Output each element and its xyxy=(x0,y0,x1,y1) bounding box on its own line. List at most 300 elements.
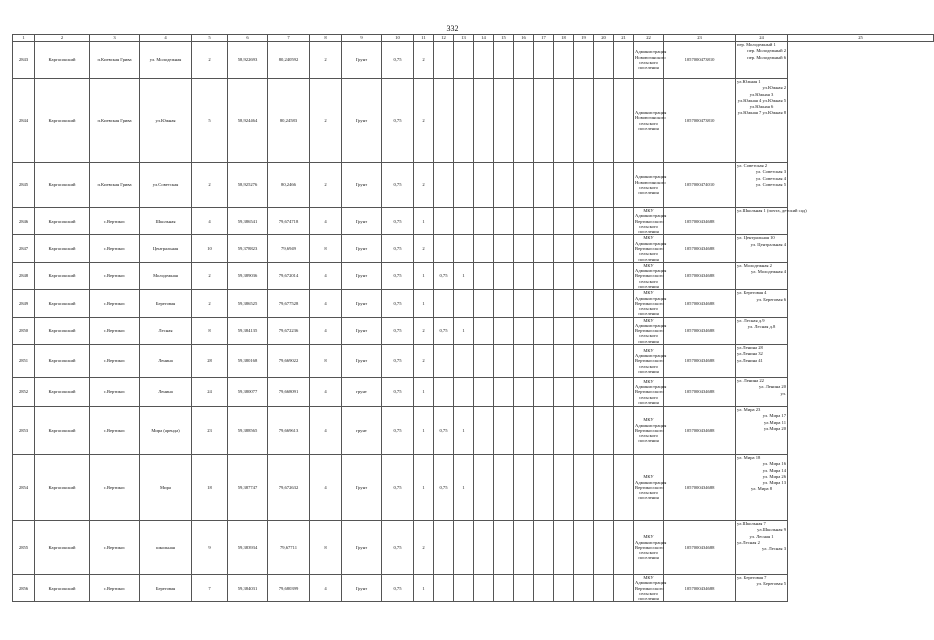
cell-c12: 1 xyxy=(414,575,434,602)
address-line: ул.Южная 3 xyxy=(749,91,774,97)
cell-c22 xyxy=(614,42,634,79)
cell-area: 4 xyxy=(310,290,342,317)
address-line: ул. Лесная 1 xyxy=(749,533,774,539)
cell-settlement: с.Вертикос xyxy=(90,235,140,262)
column-header: 15 xyxy=(494,35,514,42)
table-row xyxy=(13,317,934,344)
cell-c14: 1 xyxy=(454,317,474,344)
cell-c12: 2 xyxy=(414,42,434,79)
cell-count: 2 xyxy=(192,290,228,317)
cell-c20 xyxy=(574,345,594,378)
cell-c14 xyxy=(454,163,474,208)
cell-c14 xyxy=(454,79,474,163)
cell-c19 xyxy=(554,345,574,378)
cell-settlement: с.Вертикос xyxy=(90,407,140,455)
cell-owner: МКУ Администрация Вертикосского сельского поселения xyxy=(634,521,664,575)
cell-ogrn: 1057000434688 xyxy=(664,575,736,602)
cell-c12: 1 xyxy=(414,208,434,235)
cell-c20 xyxy=(574,407,594,455)
cell-addresses xyxy=(736,262,788,289)
cell-lon: 79,672014 xyxy=(268,262,310,289)
cell-count: 2 xyxy=(192,262,228,289)
cell-vol: 0,75 xyxy=(382,42,414,79)
cell-c13 xyxy=(434,235,454,262)
table-row xyxy=(13,79,934,163)
cell-n: 2845 xyxy=(13,163,35,208)
cell-lon: 79,669022 xyxy=(268,345,310,378)
cell-count: 24 xyxy=(192,378,228,407)
cell-n: 2843 xyxy=(13,42,35,79)
cell-c21 xyxy=(594,407,614,455)
cell-c17 xyxy=(514,575,534,602)
cell-area: 2 xyxy=(310,163,342,208)
cell-area: 4 xyxy=(310,407,342,455)
cell-settlement: п.Киевская Грива xyxy=(90,79,140,163)
cell-street: Мира (аренда) xyxy=(140,407,192,455)
cell-c15 xyxy=(474,163,494,208)
cell-addresses xyxy=(736,407,788,455)
cell-lat: 58,922693 xyxy=(228,42,268,79)
table-row xyxy=(13,208,934,235)
cell-addresses xyxy=(736,235,788,262)
cell-lon: 79,677528 xyxy=(268,290,310,317)
cell-c15 xyxy=(474,290,494,317)
cell-c19 xyxy=(554,290,574,317)
cell-c13: 0,75 xyxy=(434,407,454,455)
cell-district: Каргасокский xyxy=(35,235,90,262)
cell-owner: Администрация Новоюгинского сельского поселения xyxy=(634,163,664,208)
cell-c18 xyxy=(534,455,554,521)
column-header: 17 xyxy=(534,35,554,42)
cell-c22 xyxy=(614,262,634,289)
cell-n: 2852 xyxy=(13,378,35,407)
address-line: ул.Ленина 28 xyxy=(737,345,763,351)
cell-c21 xyxy=(594,235,614,262)
address-line: ул. xyxy=(780,390,786,396)
cell-c21 xyxy=(594,262,614,289)
address-line: ул. Мира 16 xyxy=(762,461,786,467)
cell-lat: 59,384135 xyxy=(228,317,268,344)
cell-c18 xyxy=(534,407,554,455)
column-header: 14 xyxy=(474,35,494,42)
cell-area: 4 xyxy=(310,262,342,289)
cell-c17 xyxy=(514,345,534,378)
cell-vol: 0,75 xyxy=(382,163,414,208)
cell-c12: 1 xyxy=(414,407,434,455)
cell-c13 xyxy=(434,290,454,317)
cell-c15 xyxy=(474,345,494,378)
cell-c15 xyxy=(474,407,494,455)
cell-c21 xyxy=(594,79,614,163)
cell-addresses xyxy=(736,455,788,521)
cell-c21 xyxy=(594,345,614,378)
cell-lat: 58,924464 xyxy=(228,79,268,163)
table-row xyxy=(13,345,934,378)
cell-c16 xyxy=(494,521,514,575)
page-number: 332 xyxy=(446,24,459,33)
cell-ogrn: 1057000434688 xyxy=(664,317,736,344)
cell-count: 5 xyxy=(192,79,228,163)
cell-c17 xyxy=(514,79,534,163)
cell-n: 2850 xyxy=(13,317,35,344)
cell-c22 xyxy=(614,521,634,575)
column-header: 16 xyxy=(514,35,534,42)
address-line: ул. Центральная 10 xyxy=(737,235,775,241)
cell-c17 xyxy=(514,317,534,344)
column-header: 1 xyxy=(13,35,35,42)
cell-ogrn: 1057000434688 xyxy=(664,262,736,289)
cell-c14: 1 xyxy=(454,455,474,521)
cell-lat: 59,378823 xyxy=(228,235,268,262)
cell-owner: МКУ Администрация Вертикосского сельского поселения xyxy=(634,345,664,378)
cell-street: ул.Южная xyxy=(140,79,192,163)
table-row xyxy=(13,378,934,407)
cell-n: 2851 xyxy=(13,345,35,378)
address-line: ул. Береговая 5 xyxy=(756,581,786,587)
cell-c22 xyxy=(614,407,634,455)
cell-c15 xyxy=(474,317,494,344)
cell-lon: 80,2466 xyxy=(268,163,310,208)
cell-addresses xyxy=(736,163,788,208)
cell-c13 xyxy=(434,208,454,235)
cell-vol: 0,75 xyxy=(382,262,414,289)
cell-surface: Грунт xyxy=(342,317,382,344)
cell-district: Каргасокский xyxy=(35,378,90,407)
table-row xyxy=(13,235,934,262)
cell-c21 xyxy=(594,378,614,407)
cell-c22 xyxy=(614,455,634,521)
column-header: 12 xyxy=(434,35,454,42)
cell-n: 2849 xyxy=(13,290,35,317)
cell-c19 xyxy=(554,455,574,521)
column-header: 9 xyxy=(342,35,382,42)
cell-count: 9 xyxy=(192,521,228,575)
cell-owner: Администрация Новоюгинского сельского поселения xyxy=(634,79,664,163)
column-header: 8 xyxy=(310,35,342,42)
cell-c19 xyxy=(554,378,574,407)
cell-c20 xyxy=(574,163,594,208)
cell-c17 xyxy=(514,163,534,208)
cell-c14: 1 xyxy=(454,262,474,289)
cell-addresses xyxy=(736,317,788,344)
cell-district: Каргасокский xyxy=(35,79,90,163)
cell-lat: 59,386525 xyxy=(228,290,268,317)
cell-ogrn: 1057000434688 xyxy=(664,235,736,262)
cell-addresses xyxy=(736,378,788,407)
cell-c18 xyxy=(534,42,554,79)
cell-vol: 0,75 xyxy=(382,575,414,602)
cell-area: 4 xyxy=(310,378,342,407)
cell-c12: 2 xyxy=(414,317,434,344)
cell-owner: МКУ Администрация Вертикосского сельского поселения xyxy=(635,317,667,344)
cell-c15 xyxy=(474,378,494,407)
table-row xyxy=(13,163,934,208)
cell-c18 xyxy=(534,521,554,575)
address-line: ул. Мира 14 xyxy=(762,467,786,473)
cell-c17 xyxy=(514,290,534,317)
address-line: ул.Южная 2 xyxy=(762,85,786,91)
cell-c21 xyxy=(594,521,614,575)
address-line: ул. Береговая 4 xyxy=(737,290,767,296)
cell-c16 xyxy=(494,79,514,163)
cell-lon: 79,669613 xyxy=(268,407,310,455)
cell-lat: 58,925276 xyxy=(228,163,268,208)
cell-c18 xyxy=(534,317,554,344)
cell-c19 xyxy=(554,575,574,602)
cell-c18 xyxy=(534,575,554,602)
cell-ogrn: 1057000434688 xyxy=(664,378,736,407)
cell-owner: МКУ Администрация Вертикосского сельского поселения xyxy=(634,407,664,455)
cell-c20 xyxy=(574,79,594,163)
cell-surface: Грунт xyxy=(342,208,382,235)
cell-c17 xyxy=(514,262,534,289)
address-line: пер. Молодежный 1 xyxy=(737,42,776,47)
address-line: ул.Мира 20 xyxy=(763,425,786,431)
cell-owner: Администрация Новоюгинского сельского поселения xyxy=(634,42,664,79)
cell-surface: Грунт xyxy=(342,455,382,521)
cell-lat: 59,383934 xyxy=(228,521,268,575)
cell-street: Ленина xyxy=(140,378,192,407)
address-line: ул. Советская 5 xyxy=(755,181,786,187)
cell-street: Лесная xyxy=(140,317,192,344)
cell-c16 xyxy=(494,345,514,378)
cell-settlement: с.Вертикос xyxy=(90,521,140,575)
cell-settlement: с.Вертикос xyxy=(90,317,140,344)
cell-district: Каргасокский xyxy=(35,208,90,235)
address-line: ул. Мира 23 xyxy=(737,407,761,413)
cell-c15 xyxy=(474,42,494,79)
cell-c21 xyxy=(594,208,614,235)
cell-c19 xyxy=(554,407,574,455)
cell-surface: Грунт xyxy=(342,521,382,575)
cell-c17 xyxy=(514,407,534,455)
address-line: ул.Ленина 41 xyxy=(737,357,763,363)
cell-settlement: с.Вертикос xyxy=(90,262,140,289)
cell-c16 xyxy=(494,262,514,289)
address-line: ул.Мира 11 xyxy=(764,419,786,425)
cell-c19 xyxy=(554,235,574,262)
cell-count: 2 xyxy=(192,42,228,79)
cell-surface: Грунт xyxy=(342,345,382,378)
cell-street: ул.Советская xyxy=(140,163,192,208)
table-row xyxy=(13,290,934,317)
cell-c22 xyxy=(614,345,634,378)
cell-vol: 0,75 xyxy=(382,317,414,344)
cell-c21 xyxy=(594,290,614,317)
cell-c20 xyxy=(574,521,594,575)
cell-c15 xyxy=(474,262,494,289)
cell-c22 xyxy=(614,235,634,262)
column-header: 10 xyxy=(382,35,414,42)
cell-addresses xyxy=(736,290,788,317)
cell-n: 2846 xyxy=(13,208,35,235)
cell-owner: МКУ Администрация Вертикосского сельского поселения xyxy=(635,262,667,289)
cell-c18 xyxy=(534,290,554,317)
cell-lon: 79,668091 xyxy=(268,378,310,407)
cell-c12: 2 xyxy=(414,345,434,378)
cell-surface: Грунт xyxy=(342,79,382,163)
cell-c18 xyxy=(534,345,554,378)
cell-n: 2855 xyxy=(13,521,35,575)
column-header: 23 xyxy=(664,35,736,42)
address-line: ул.Южная 7 ул.Южная 8 xyxy=(737,110,786,116)
cell-c18 xyxy=(534,235,554,262)
cell-addresses xyxy=(736,208,807,235)
cell-c19 xyxy=(554,317,574,344)
cell-c21 xyxy=(594,455,614,521)
cell-settlement: с.Вертикос xyxy=(90,575,140,602)
column-header: 3 xyxy=(90,35,140,42)
cell-ogrn: 1057000434688 xyxy=(664,455,736,521)
cell-c17 xyxy=(514,378,534,407)
cell-c22 xyxy=(614,79,634,163)
address-line: ул.Южная 4 ул.Южная 5 xyxy=(737,97,786,103)
cell-owner: МКУ Администрация Вертикосского сельского поселения xyxy=(635,575,667,602)
cell-c14 xyxy=(454,42,474,79)
cell-c18 xyxy=(534,262,554,289)
cell-c12: 2 xyxy=(414,521,434,575)
cell-area: 4 xyxy=(310,575,342,602)
cell-c17 xyxy=(514,455,534,521)
address-line: ул.Южная 6 xyxy=(749,104,774,110)
cell-surface: Грунт xyxy=(342,235,382,262)
cell-c22 xyxy=(614,317,634,344)
cell-ogrn: 1057000473810 xyxy=(664,79,736,163)
cell-c13 xyxy=(434,378,454,407)
header-row xyxy=(13,35,934,42)
table-row xyxy=(13,407,934,455)
cell-count: 7 xyxy=(192,575,228,602)
column-header: 25 xyxy=(788,35,934,42)
cell-c15 xyxy=(474,208,494,235)
cell-lat: 59,389036 xyxy=(228,262,268,289)
cell-settlement: с.Вертикос xyxy=(90,208,140,235)
table-row xyxy=(13,455,934,521)
cell-ogrn: 1057000434688 xyxy=(664,345,736,378)
cell-c16 xyxy=(494,407,514,455)
cell-c14 xyxy=(454,290,474,317)
cell-n: 2853 xyxy=(13,407,35,455)
cell-lat: 59,387747 xyxy=(228,455,268,521)
cell-c18 xyxy=(534,208,554,235)
cell-lat: 59,380077 xyxy=(228,378,268,407)
column-header: 5 xyxy=(192,35,228,42)
cell-c17 xyxy=(514,521,534,575)
cell-district: Каргасокский xyxy=(35,407,90,455)
cell-c19 xyxy=(554,163,574,208)
cell-n: 2856 xyxy=(13,575,35,602)
cell-surface: грунт xyxy=(342,407,382,455)
cell-street: Ленина xyxy=(140,345,192,378)
cell-c16 xyxy=(494,42,514,79)
cell-c22 xyxy=(614,290,634,317)
cell-c13: 0,75 xyxy=(434,317,454,344)
cell-vol: 0,75 xyxy=(382,345,414,378)
cell-n: 2847 xyxy=(13,235,35,262)
cell-c14: 1 xyxy=(454,407,474,455)
address-line: ул. Лесная 3 xyxy=(761,546,786,552)
address-line: ул.Южная 1 xyxy=(737,79,761,84)
address-line: ул. Советская 2 xyxy=(737,163,768,168)
cell-settlement: п.Киевская Грива xyxy=(90,163,140,208)
cell-owner: МКУ Администрация Вертикосского сельского поселения xyxy=(635,208,667,235)
address-line: ул. Береговая 7 xyxy=(737,575,767,581)
cell-area: 8 xyxy=(310,521,342,575)
cell-c16 xyxy=(494,455,514,521)
column-header: 24 xyxy=(736,35,788,42)
register-table xyxy=(12,34,934,602)
cell-settlement: с.Вертикос xyxy=(90,455,140,521)
cell-c19 xyxy=(554,42,574,79)
cell-c14 xyxy=(454,521,474,575)
cell-owner: МКУ Администрация Вертикосского сельского поселения xyxy=(635,235,667,262)
cell-ogrn: 1057000434688 xyxy=(664,208,736,235)
cell-c19 xyxy=(554,79,574,163)
cell-c16 xyxy=(494,163,514,208)
cell-c13 xyxy=(434,521,454,575)
cell-lon: 79,674718 xyxy=(268,208,310,235)
cell-lon: 79,672632 xyxy=(268,455,310,521)
cell-c22 xyxy=(614,378,634,407)
cell-c13: 0,75 xyxy=(434,455,454,521)
cell-c20 xyxy=(574,42,594,79)
cell-lat: 59,384031 xyxy=(228,575,268,602)
cell-count: 8 xyxy=(192,317,228,344)
cell-c17 xyxy=(514,42,534,79)
cell-c18 xyxy=(534,378,554,407)
cell-count: 10 xyxy=(192,235,228,262)
cell-surface: Грунт xyxy=(342,163,382,208)
cell-c13 xyxy=(434,575,454,602)
cell-n: 2844 xyxy=(13,79,35,163)
address-line: ул. Мира 8 xyxy=(750,486,772,492)
cell-c19 xyxy=(554,262,574,289)
cell-area: 8 xyxy=(310,235,342,262)
cell-c17 xyxy=(514,208,534,235)
cell-surface: Грунт xyxy=(342,290,382,317)
cell-lat: 59,386541 xyxy=(228,208,268,235)
cell-settlement: с.Вертикос xyxy=(90,345,140,378)
cell-district: Каргасокский xyxy=(35,42,90,79)
cell-area: 8 xyxy=(310,345,342,378)
cell-count: 2 xyxy=(192,163,228,208)
cell-c16 xyxy=(494,575,514,602)
cell-c14 xyxy=(454,575,474,602)
address-line: ул. Центральная 4 xyxy=(750,241,786,247)
cell-street: школьная xyxy=(140,521,192,575)
column-header: 20 xyxy=(594,35,614,42)
cell-street: ул. Молодежная xyxy=(140,42,192,79)
column-header: 18 xyxy=(554,35,574,42)
cell-c20 xyxy=(574,317,594,344)
cell-surface: Грунт xyxy=(342,42,382,79)
cell-c15 xyxy=(474,235,494,262)
cell-c16 xyxy=(494,208,514,235)
address-line: ул. Мира 13 xyxy=(762,480,786,486)
column-header: 6 xyxy=(228,35,268,42)
cell-c20 xyxy=(574,262,594,289)
cell-street: Мира xyxy=(140,455,192,521)
cell-lat: 59,380168 xyxy=(228,345,268,378)
cell-count: 4 xyxy=(192,208,228,235)
cell-lon: 80,240592 xyxy=(268,42,310,79)
cell-vol: 0,75 xyxy=(382,521,414,575)
cell-lat: 59,388565 xyxy=(228,407,268,455)
cell-c14 xyxy=(454,345,474,378)
cell-vol: 0,75 xyxy=(382,378,414,407)
cell-c12: 2 xyxy=(414,235,434,262)
cell-c13 xyxy=(434,79,454,163)
